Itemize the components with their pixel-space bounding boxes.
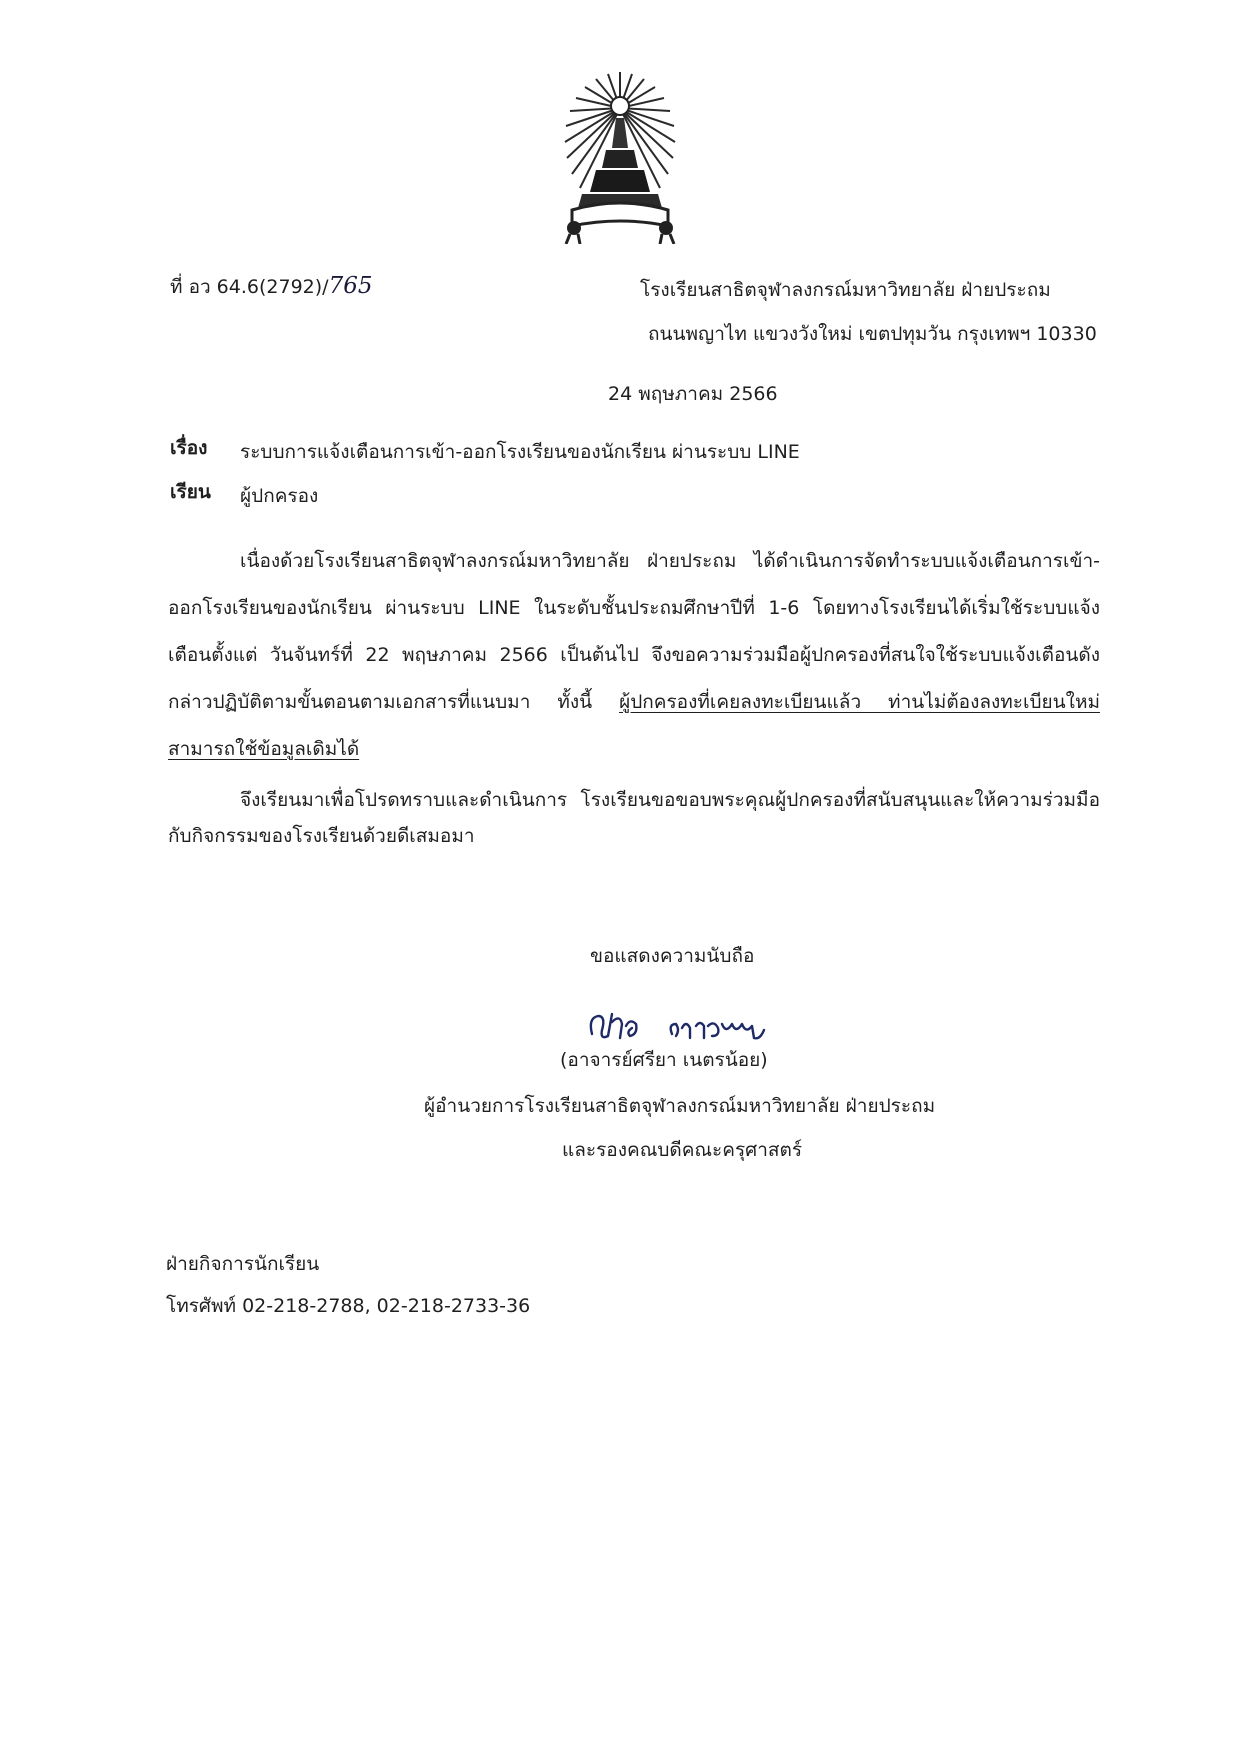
school-name: โรงเรียนสาธิตจุฬาลงกรณ์มหาวิทยาลัย ฝ่ายประถม xyxy=(640,279,1051,301)
reference-label: ที่ อว 64.6(2792)/ xyxy=(170,276,329,298)
chulalongkorn-emblem-icon xyxy=(558,68,682,244)
subject-label: เรื่อง xyxy=(170,437,208,459)
recipient-text: ผู้ปกครอง xyxy=(240,485,319,507)
handwritten-signature xyxy=(586,1000,776,1052)
school-address: ถนนพญาไท แขวงวังใหม่ เขตปทุมวัน กรุงเทพฯ 10330 xyxy=(648,323,1097,345)
letter-date: 24 พฤษภาคม 2566 xyxy=(608,383,778,405)
reference-number xyxy=(170,272,372,301)
body-paragraph-1-underlined: ผู้ปกครองที่เคยลงทะเบียนแล้ว ท่านไม่ต้องลงทะเบียนใหม่ สามารถใช้ข้อมูลเดิมได้ xyxy=(168,691,1100,760)
closing-salutation: ขอแสดงความนับถือ xyxy=(590,945,755,967)
footer-phone: โทรศัพท์ 02-218-2788, 02-218-2733-36 xyxy=(166,1295,531,1317)
reference-handwritten: 765 xyxy=(328,273,373,299)
body-paragraph-1-text: เนื่องด้วยโรงเรียนสาธิตจุฬาลงกรณ์มหาวิทยาลัย ฝ่ายประถม ได้ดำเนินการจัดทำระบบแจ้งเตือนการเข้า-ออกโรงเรียนของนักเรียน ผ่านระบบ LINE ในระดับชั้นประถมศึกษาปีที่ 1-6 โดยทางโรงเรียนได้เริ่มใช้ระบบแจ้งเตือนตั้งแต่ วันจันทร์ที่ 22 พฤษภาคม 2566 เป็นต้นไป จึงขอความร่วมมือผู้ปกครองที่สนใจใช้ระบบแจ้งเตือนดังกล่าวปฏิบัติตามขั้นตอนตามเอกสารที่แนบมา ทั้งนี้ xyxy=(168,550,1100,713)
recipient-label: เรียน xyxy=(170,481,211,503)
subject-text: ระบบการแจ้งเตือนการเข้า-ออกโรงเรียนของนักเรียน ผ่านระบบ LINE xyxy=(240,441,800,463)
signer-title-2: และรองคณบดีคณะครุศาสตร์ xyxy=(562,1139,803,1161)
footer-department: ฝ่ายกิจการนักเรียน xyxy=(166,1253,320,1275)
signer-title-1: ผู้อำนวยการโรงเรียนสาธิตจุฬาลงกรณ์มหาวิทยาลัย ฝ่ายประถม xyxy=(424,1095,936,1117)
body-paragraph-1 xyxy=(168,538,1100,773)
body-paragraph-2: จึงเรียนมาเพื่อโปรดทราบและดำเนินการ โรงเรียนขอขอบพระคุณผู้ปกครองที่สนับสนุนและให้ความร่วมมือกับกิจกรรมของโรงเรียนด้วยดีเสมอมา xyxy=(168,789,1100,847)
signer-name: (อาจารย์ศรียา เนตรน้อย) xyxy=(560,1049,768,1071)
